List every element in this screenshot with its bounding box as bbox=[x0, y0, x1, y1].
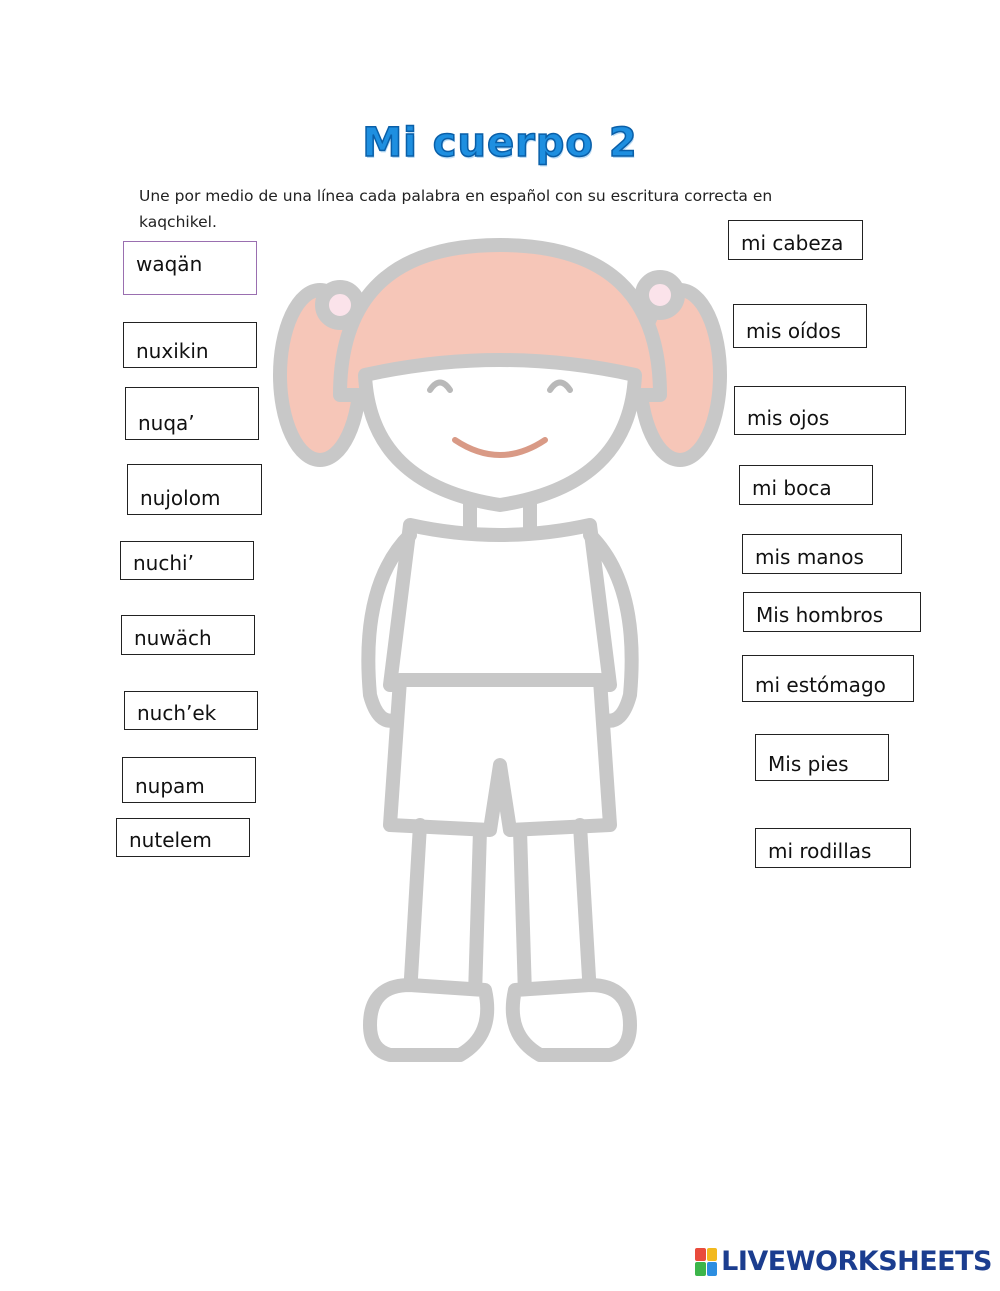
right-word-box[interactable]: mi rodillas bbox=[755, 828, 911, 868]
left-word-box[interactable]: nujolom bbox=[127, 464, 262, 515]
left-word-box[interactable]: nuch’ek bbox=[124, 691, 258, 730]
liveworksheets-logo-icon bbox=[695, 1248, 717, 1276]
right-word-box[interactable]: mis ojos bbox=[734, 386, 906, 435]
right-word-box[interactable]: mis manos bbox=[742, 534, 902, 574]
right-word-box[interactable]: mi boca bbox=[739, 465, 873, 505]
right-word-box[interactable]: Mis pies bbox=[755, 734, 889, 781]
left-word-box[interactable]: nupam bbox=[122, 757, 256, 803]
liveworksheets-logo bbox=[695, 1246, 992, 1277]
left-word-box[interactable]: nutelem bbox=[116, 818, 250, 857]
right-word-box[interactable]: mis oídos bbox=[733, 304, 867, 348]
left-word-box[interactable]: waqän bbox=[123, 241, 257, 295]
girl-body-illustration bbox=[260, 225, 740, 1105]
logo-text: LIVEWORKSHEETS bbox=[721, 1246, 992, 1277]
left-word-box[interactable]: nuqa’ bbox=[125, 387, 259, 440]
right-word-box[interactable]: mi estómago bbox=[742, 655, 914, 702]
left-word-box[interactable]: nuwäch bbox=[121, 615, 255, 655]
left-word-box[interactable]: nuxikin bbox=[123, 322, 257, 368]
left-word-box[interactable]: nuchi’ bbox=[120, 541, 254, 580]
page-title: Mi cuerpo 2 bbox=[362, 120, 638, 166]
instructions-text: Une por medio de una línea cada palabra en español con su escritura correcta en kaqchikel. bbox=[139, 187, 773, 231]
right-word-box[interactable]: Mis hombros bbox=[743, 592, 921, 632]
right-word-box[interactable]: mi cabeza bbox=[728, 220, 863, 260]
